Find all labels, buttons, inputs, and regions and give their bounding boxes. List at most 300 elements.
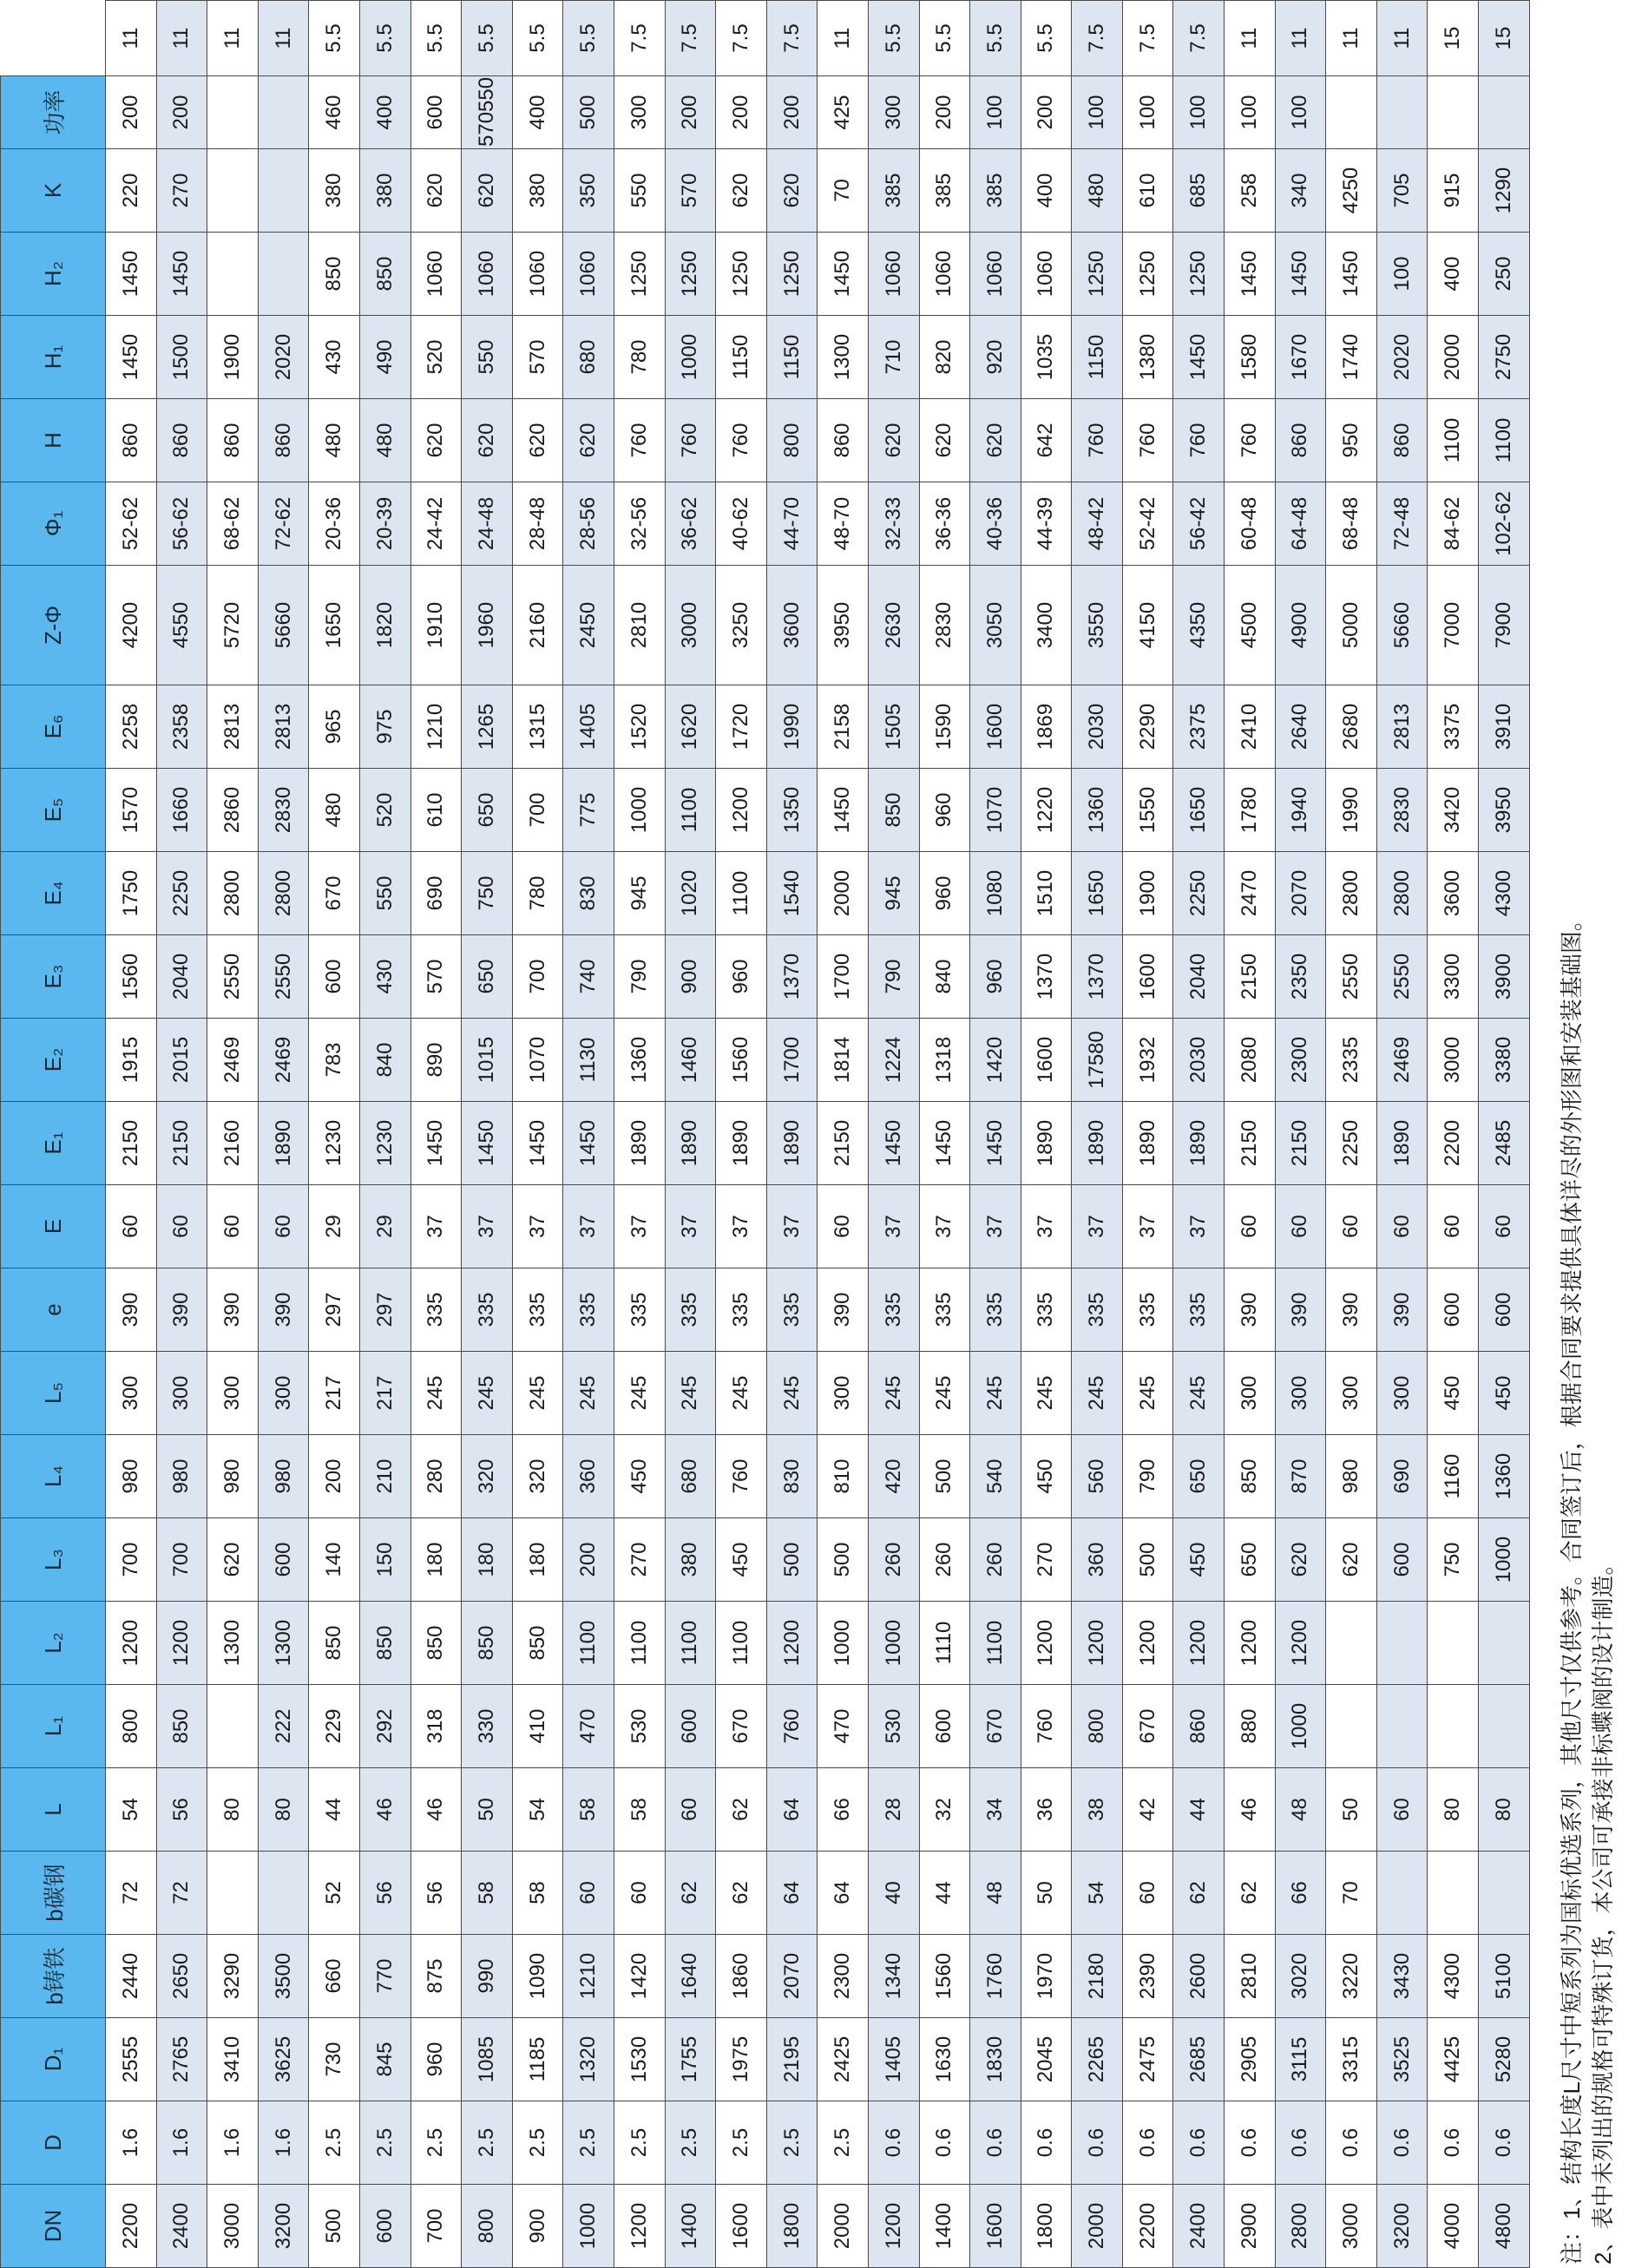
table-cell: 245	[614, 1352, 665, 1435]
table-cell	[1376, 1685, 1428, 1768]
table-cell: 37	[868, 1185, 919, 1268]
table-cell: 600	[258, 1518, 309, 1602]
table-cell: 100	[970, 76, 1021, 149]
table-cell: 1750	[106, 852, 157, 935]
table-cell: 2290	[1122, 685, 1173, 769]
table-cell: 320	[462, 1435, 513, 1518]
table-cell: 335	[919, 1268, 970, 1352]
table-cell: 650	[1225, 1518, 1276, 1602]
table-cell: 2650	[156, 1935, 207, 2018]
table-cell: 680	[665, 1435, 716, 1518]
table-cell: 340	[1275, 149, 1326, 233]
table-cell: 7.5	[766, 1, 818, 76]
table-row	[1072, 1, 1123, 2268]
table-cell: 1450	[970, 1102, 1021, 1185]
table-cell	[207, 149, 259, 233]
table-cell: 3290	[207, 1935, 259, 2018]
table-cell: 950	[1326, 399, 1377, 482]
table-cell: 800	[766, 399, 818, 482]
table-cell: 2830	[1376, 769, 1428, 852]
table-cell: 600	[1479, 1268, 1530, 1352]
table-cell: 1200	[106, 1602, 157, 1685]
table-cell: 790	[868, 935, 919, 1019]
table-cell: 100	[1072, 76, 1123, 149]
table-row	[1326, 1, 1377, 2268]
table-cell: 11	[1225, 1, 1276, 76]
table-cell: 2045	[1021, 2018, 1072, 2101]
table-cell: 335	[1173, 1268, 1225, 1352]
table-cell: 245	[512, 1352, 563, 1435]
table-cell: 50	[1326, 1768, 1377, 1852]
table-cell: 2810	[1225, 1935, 1276, 2018]
table-cell: 1890	[716, 1102, 767, 1185]
table-cell: 32	[919, 1768, 970, 1852]
table-cell: 1100	[970, 1602, 1021, 1685]
table-cell: 520	[410, 316, 462, 399]
table-cell: 890	[410, 1019, 462, 1102]
table-cell: 1060	[1021, 233, 1072, 316]
table-cell: 620	[716, 149, 767, 233]
table-cell: 1600	[970, 685, 1021, 769]
table-cell: 850	[156, 1685, 207, 1768]
table-cell: 450	[716, 1518, 767, 1602]
table-cell: 710	[868, 316, 919, 399]
table-cell: 1890	[614, 1102, 665, 1185]
table-cell: 760	[1122, 399, 1173, 482]
table-cell: 560	[1072, 1435, 1123, 1518]
table-cell: 550	[359, 852, 410, 935]
table-cell: 1200	[1173, 1602, 1225, 1685]
table-cell: 980	[207, 1435, 259, 1518]
table-cell: 200	[766, 76, 818, 149]
table-cell: 0.6	[1479, 2101, 1530, 2185]
table-cell: 1060	[563, 233, 614, 316]
table-cell: 4550	[156, 566, 207, 685]
table-cell: 62	[716, 1768, 767, 1852]
table-cell: 3375	[1428, 685, 1479, 769]
table-cell: 5.5	[410, 1, 462, 76]
table-cell: 0.6	[970, 2101, 1021, 2185]
table-cell: 2150	[156, 1102, 207, 1185]
table-cell: 37	[462, 1185, 513, 1268]
table-cell: 2470	[1225, 852, 1276, 935]
table-cell: 2150	[1225, 1102, 1276, 1185]
table-cell: 140	[309, 1518, 360, 1602]
table-cell: 390	[1225, 1268, 1276, 1352]
table-cell: 760	[716, 399, 767, 482]
table-cell: 44	[1173, 1768, 1225, 1852]
table-cell: 642	[1021, 399, 1072, 482]
table-cell: 1915	[106, 1019, 157, 1102]
table-cell: 0.6	[1122, 2101, 1173, 2185]
table-cell: 24-48	[462, 482, 513, 566]
table-cell: 450	[614, 1435, 665, 1518]
table-cell: 37	[1122, 1185, 1173, 1268]
column-header: H₁	[1, 316, 106, 399]
table-cell: 400	[512, 76, 563, 149]
table-cell: 60	[106, 1185, 157, 1268]
table-cell: 36-36	[919, 482, 970, 566]
table-cell: 2030	[1173, 1019, 1225, 1102]
table-cell: 200	[563, 1518, 614, 1602]
table-cell: 5660	[258, 566, 309, 685]
table-cell: 297	[359, 1268, 410, 1352]
table-cell: 2555	[106, 2018, 157, 2101]
column-header: E₁	[1, 1102, 106, 1185]
table-cell: 610	[1122, 149, 1173, 233]
table-cell: 1405	[868, 2018, 919, 2101]
table-cell: 2813	[258, 685, 309, 769]
table-cell: 1210	[563, 1935, 614, 2018]
table-cell: 37	[410, 1185, 462, 1268]
table-cell: 960	[410, 2018, 462, 2101]
column-header: E₂	[1, 1019, 106, 1102]
column-header: K	[1, 149, 106, 233]
table-cell: 1740	[1326, 316, 1377, 399]
table-cell: 66	[818, 1768, 869, 1852]
table-cell: 300	[1326, 1352, 1377, 1435]
table-cell: 200	[156, 76, 207, 149]
table-cell: 2.5	[665, 2101, 716, 2185]
table-cell: 490	[359, 316, 410, 399]
table-cell: 470	[563, 1685, 614, 1768]
table-cell: 1660	[156, 769, 207, 852]
table-cell: 44-70	[766, 482, 818, 566]
column-header: b碳钢	[1, 1852, 106, 1935]
table-cell: 28-48	[512, 482, 563, 566]
table-cell: 360	[1072, 1518, 1123, 1602]
table-cell: 650	[462, 769, 513, 852]
table-cell: 54	[1072, 1852, 1123, 1935]
table-cell: 1250	[1173, 233, 1225, 316]
table-cell: 450	[1021, 1435, 1072, 1518]
table-cell: 245	[766, 1352, 818, 1435]
table-cell: 2550	[1376, 935, 1428, 1019]
table-cell: 760	[1021, 1685, 1072, 1768]
table-cell: 2550	[1326, 935, 1377, 1019]
table-cell: 100	[1275, 76, 1326, 149]
table-cell: 3950	[818, 566, 869, 685]
table-cell: 5.5	[868, 1, 919, 76]
table-cell: 1360	[614, 1019, 665, 1102]
table-cell: 480	[1072, 149, 1123, 233]
table-cell: 1100	[665, 1602, 716, 1685]
table-cell: 1130	[563, 1019, 614, 1102]
table-cell: 36	[1021, 1768, 1072, 1852]
table-cell: 50	[1021, 1852, 1072, 1935]
table-cell: 1450	[1275, 233, 1326, 316]
table-cell: 700	[512, 935, 563, 1019]
table-cell: 1450	[156, 233, 207, 316]
table-cell: 4300	[1428, 1935, 1479, 2018]
table-cell: 0.6	[868, 2101, 919, 2185]
table-cell: 620	[1275, 1518, 1326, 1602]
table-cell: 3000	[1428, 1019, 1479, 1102]
table-cell: 1100	[563, 1602, 614, 1685]
table-cell: 180	[410, 1518, 462, 1602]
table-cell: 37	[716, 1185, 767, 1268]
table-cell: 37	[1173, 1185, 1225, 1268]
table-cell: 2300	[1275, 1019, 1326, 1102]
table-cell: 64	[818, 1852, 869, 1935]
table-cell: 390	[207, 1268, 259, 1352]
table-cell: 1265	[462, 685, 513, 769]
table-cell: 850	[512, 1602, 563, 1685]
table-row	[970, 1, 1021, 2268]
table-cell: 37	[563, 1185, 614, 1268]
table-cell: 2250	[156, 852, 207, 935]
table-cell: 5720	[207, 566, 259, 685]
table-cell: 610	[410, 769, 462, 852]
table-cell: 620	[919, 399, 970, 482]
table-body	[106, 1, 1530, 2268]
table-cell: 335	[512, 1268, 563, 1352]
table-cell: 1630	[919, 2018, 970, 2101]
table-cell: 2150	[1275, 1102, 1326, 1185]
table-cell: 335	[766, 1268, 818, 1352]
table-cell: 2258	[106, 685, 157, 769]
table-cell: 1460	[665, 1019, 716, 1102]
table-cell: 2040	[1173, 935, 1225, 1019]
table-cell: 60-48	[1225, 482, 1276, 566]
table-cell: 1000	[563, 2185, 614, 2268]
table-cell: 56	[359, 1852, 410, 1935]
table-cell: 80	[258, 1768, 309, 1852]
table-cell: 1450	[410, 1102, 462, 1185]
table-row	[410, 1, 462, 2268]
table-cell: 4500	[1225, 566, 1276, 685]
table-cell: 37	[1072, 1185, 1123, 1268]
table-header-row	[1, 1, 106, 2268]
table-cell: 400	[1021, 149, 1072, 233]
table-cell: 740	[563, 935, 614, 1019]
table-cell: 28	[868, 1768, 919, 1852]
table-cell: 1450	[818, 769, 869, 852]
table-cell: 1814	[818, 1019, 869, 1102]
table-row	[156, 1, 207, 2268]
table-cell: 670	[970, 1685, 1021, 1768]
table-cell: 900	[512, 2185, 563, 2268]
table-cell: 1100	[716, 1602, 767, 1685]
table-cell: 2800	[1275, 2185, 1326, 2268]
table-cell: 450	[1428, 1352, 1479, 1435]
table-cell: 4800	[1479, 2185, 1530, 2268]
table-cell: 48-70	[818, 482, 869, 566]
table-cell: 3200	[258, 2185, 309, 2268]
table-cell: 3900	[1479, 935, 1530, 1019]
table-cell: 2335	[1326, 1019, 1377, 1102]
table-cell: 975	[359, 685, 410, 769]
table-cell: 600	[1376, 1518, 1428, 1602]
table-cell	[258, 76, 309, 149]
table-cell: 100	[1173, 76, 1225, 149]
table-cell: 1085	[462, 2018, 513, 2101]
table-cell: 300	[156, 1352, 207, 1435]
table-cell: 1320	[563, 2018, 614, 2101]
table-cell: 390	[156, 1268, 207, 1352]
table-cell: 3550	[1072, 566, 1123, 685]
table-cell: 1700	[766, 1019, 818, 1102]
table-cell: 385	[868, 149, 919, 233]
column-header: L₃	[1, 1518, 106, 1602]
table-cell: 200	[716, 76, 767, 149]
table-cell: 960	[919, 769, 970, 852]
table-cell: 520	[359, 769, 410, 852]
table-cell: 335	[563, 1268, 614, 1352]
table-cell: 480	[309, 769, 360, 852]
table-cell: 3910	[1479, 685, 1530, 769]
table-cell: 960	[716, 935, 767, 1019]
table-cell: 1450	[1173, 316, 1225, 399]
table-cell: 11	[258, 1, 309, 76]
table-cell: 60	[258, 1185, 309, 1268]
table-cell: 1590	[919, 685, 970, 769]
table-cell: 60	[1275, 1185, 1326, 1268]
table-cell: 760	[1072, 399, 1123, 482]
table-cell: 1560	[106, 935, 157, 1019]
table-cell: 850	[309, 1602, 360, 1685]
table-cell: 3050	[970, 566, 1021, 685]
table-cell: 2475	[1122, 2018, 1173, 2101]
table-cell: 380	[309, 149, 360, 233]
table-cell: 2250	[1326, 1102, 1377, 1185]
table-cell: 2425	[818, 2018, 869, 2101]
table-cell: 2.5	[512, 2101, 563, 2185]
table-cell: 42	[1122, 1768, 1173, 1852]
table-cell: 860	[258, 399, 309, 482]
table-cell: 335	[1021, 1268, 1072, 1352]
table-cell: 335	[716, 1268, 767, 1352]
table-cell: 1700	[818, 935, 869, 1019]
table-cell: 1090	[512, 1935, 563, 2018]
table-cell: 62	[716, 1852, 767, 1935]
table-cell: 425	[818, 76, 869, 149]
table-cell: 1650	[309, 566, 360, 685]
table-cell: 4150	[1122, 566, 1173, 685]
table-cell: 2150	[818, 1102, 869, 1185]
table-cell: 60	[563, 1852, 614, 1935]
table-cell: 1560	[919, 1935, 970, 2018]
table-cell: 1224	[868, 1019, 919, 1102]
table-cell: 245	[462, 1352, 513, 1435]
table-cell: 72-48	[1376, 482, 1428, 566]
table-cell: 2.5	[716, 2101, 767, 2185]
table-cell: 3220	[1326, 1935, 1377, 2018]
table-cell: 385	[919, 149, 970, 233]
table-cell: 2680	[1326, 685, 1377, 769]
table-cell: 245	[1173, 1352, 1225, 1435]
table-cell: 1760	[970, 1935, 1021, 2018]
table-cell: 570550	[462, 76, 513, 149]
table-cell: 3600	[766, 566, 818, 685]
table-cell: 780	[614, 316, 665, 399]
table-row	[716, 1, 767, 2268]
table-cell: 390	[1326, 1268, 1377, 1352]
table-cell: 80	[207, 1768, 259, 1852]
table-cell: 58	[512, 1852, 563, 1935]
table-cell: 5.5	[970, 1, 1021, 76]
table-cell: 2685	[1173, 2018, 1225, 2101]
table-cell: 72-62	[258, 482, 309, 566]
table-cell: 1000	[665, 316, 716, 399]
table-cell: 60	[818, 1185, 869, 1268]
table-cell: 17580	[1072, 1019, 1123, 1102]
column-header: L₁	[1, 1685, 106, 1768]
table-cell: 2000	[1428, 316, 1479, 399]
table-cell: 750	[1428, 1518, 1479, 1602]
table-cell: 1150	[1072, 316, 1123, 399]
table-cell: 2.5	[818, 2101, 869, 2185]
table-cell: 500	[309, 2185, 360, 2268]
table-cell: 270	[614, 1518, 665, 1602]
table-cell	[1428, 1685, 1479, 1768]
table-cell: 217	[359, 1352, 410, 1435]
table-row	[818, 1, 869, 2268]
table-row	[614, 1, 665, 2268]
table-cell: 3000	[665, 566, 716, 685]
table-cell: 48-42	[1072, 482, 1123, 566]
column-header: L₅	[1, 1352, 106, 1435]
table-cell: 64-48	[1275, 482, 1326, 566]
table-cell	[1376, 1602, 1428, 1685]
table-cell: 870	[1275, 1435, 1326, 1518]
table-row	[766, 1, 818, 2268]
table-cell: 4425	[1428, 2018, 1479, 2101]
table-cell: 245	[1122, 1352, 1173, 1435]
column-header: E₅	[1, 769, 106, 852]
table-row	[359, 1, 410, 2268]
table-cell: 62	[665, 1852, 716, 1935]
table-cell: 1200	[716, 769, 767, 852]
table-row	[1428, 1, 1479, 2268]
table-cell: 54	[512, 1768, 563, 1852]
table-cell: 760	[1173, 399, 1225, 482]
table-cell: 11	[818, 1, 869, 76]
table-cell: 850	[359, 233, 410, 316]
table-cell: 380	[512, 149, 563, 233]
table-cell: 620	[410, 399, 462, 482]
table-cell: 620	[462, 149, 513, 233]
table-cell: 480	[359, 399, 410, 482]
table-cell: 335	[1122, 1268, 1173, 1352]
table-cell: 1670	[1275, 316, 1326, 399]
table-cell: 36-62	[665, 482, 716, 566]
table-cell: 200	[1021, 76, 1072, 149]
table-cell: 1780	[1225, 769, 1276, 852]
table-cell: 300	[818, 1352, 869, 1435]
table-cell: 2200	[1428, 1102, 1479, 1185]
table-cell: 550	[462, 316, 513, 399]
table-cell: 500	[1122, 1518, 1173, 1602]
table-cell	[258, 233, 309, 316]
table-cell: 1.6	[258, 2101, 309, 2185]
table-cell: 730	[309, 2018, 360, 2101]
table-cell: 880	[1225, 1685, 1276, 1768]
table-cell: 7.5	[1173, 1, 1225, 76]
table-cell: 1070	[512, 1019, 563, 1102]
table-cell: 500	[563, 76, 614, 149]
table-cell: 1015	[462, 1019, 513, 1102]
table-cell: 1300	[818, 316, 869, 399]
table-cell: 2.5	[462, 2101, 513, 2185]
table-cell: 800	[462, 2185, 513, 2268]
table-cell: 60	[1122, 1852, 1173, 1935]
table-cell: 245	[919, 1352, 970, 1435]
table-cell: 620	[1326, 1518, 1377, 1602]
table-cell: 1800	[766, 2185, 818, 2268]
column-header: H	[1, 399, 106, 482]
table-cell: 670	[309, 852, 360, 935]
